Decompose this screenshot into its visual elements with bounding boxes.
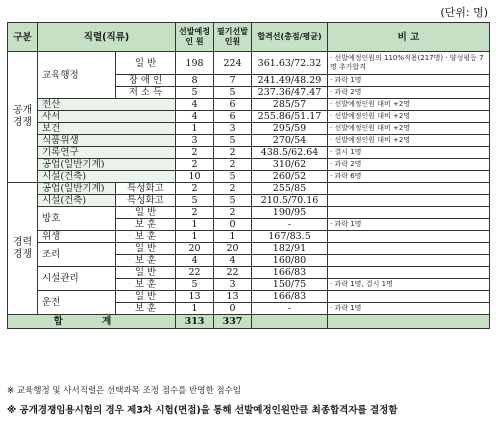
exam-cell: 22 xyxy=(214,267,252,279)
exam-cell: 13 xyxy=(214,291,252,303)
note-cell: · 과락 2명 xyxy=(328,87,490,99)
cut-cell: 255.86/51.17 xyxy=(252,111,328,123)
job-cell: 조리 xyxy=(38,243,116,267)
cut-cell: 310/62 xyxy=(252,159,328,171)
cut-cell: 270/54 xyxy=(252,135,328,147)
exam-cell: 4 xyxy=(214,255,252,267)
job-cell: 방호 xyxy=(38,207,116,231)
sub-cell: 일 반 xyxy=(116,243,176,255)
sub-cell: 보 훈 xyxy=(116,255,176,267)
job-cell: 공업(일반기계) xyxy=(38,159,176,171)
cut-cell: 166/83 xyxy=(252,267,328,279)
note-cell: · 과락 1명, 결시 1명 xyxy=(328,279,490,291)
job-cell: 시설관리 xyxy=(38,267,116,291)
cut-cell: 150/75 xyxy=(252,279,328,291)
exam-cell: 3 xyxy=(214,123,252,135)
total-row xyxy=(8,315,490,329)
job-cell: 시설(건축) xyxy=(38,195,116,207)
note-cell xyxy=(328,231,490,243)
note-cell xyxy=(328,207,490,219)
sel-cell: 4 xyxy=(176,255,214,267)
job-cell: 운전 xyxy=(38,291,116,315)
exam-cell: 2 xyxy=(214,207,252,219)
table-row xyxy=(8,183,490,195)
sub-cell: 일 반 xyxy=(116,207,176,219)
cut-cell: 285/57 xyxy=(252,99,328,111)
note-cell: · 과락 1명 xyxy=(328,219,490,231)
exam-cell: 2 xyxy=(214,159,252,171)
table-row xyxy=(8,231,490,243)
exam-cell: 2 xyxy=(214,183,252,195)
sel-cell: 20 xyxy=(176,243,214,255)
sub-cell: 특성화고 xyxy=(116,183,176,195)
group-open: 공개경쟁 xyxy=(8,52,38,183)
cut-cell: 182/91 xyxy=(252,243,328,255)
exam-cell: 6 xyxy=(214,111,252,123)
total-exam: 337 xyxy=(214,315,252,329)
exam-cell: 2 xyxy=(214,147,252,159)
cut-cell: 260/52 xyxy=(252,171,328,183)
header-row xyxy=(8,23,490,52)
cut-cell: 237.36/47.47 xyxy=(252,87,328,99)
cut-cell: 190/95 xyxy=(252,207,328,219)
note-cell: · 과락 1명 xyxy=(328,303,490,315)
total-cutoff-empty xyxy=(252,315,328,329)
cut-cell: 295/59 xyxy=(252,123,328,135)
note-cell xyxy=(328,291,490,303)
sel-cell: 2 xyxy=(176,207,214,219)
sel-cell: 4 xyxy=(176,111,214,123)
cut-cell: 241.49/48.29 xyxy=(252,75,328,87)
exam-cell: 0 xyxy=(214,303,252,315)
sel-cell: 8 xyxy=(176,75,214,87)
cut-cell: - xyxy=(252,303,328,315)
note-cell xyxy=(328,195,490,207)
table-row xyxy=(8,207,490,219)
exam-cell: 5 xyxy=(214,171,252,183)
note-cell: · 선발예정인원 대비 +2명 xyxy=(328,111,490,123)
exam-cell: 5 xyxy=(214,87,252,99)
note-cell xyxy=(328,255,490,267)
table-row xyxy=(8,243,490,255)
cut-cell: 210.5/70.16 xyxy=(252,195,328,207)
cut-cell: 167/83.5 xyxy=(252,231,328,243)
table-row xyxy=(8,291,490,303)
cut-cell: - xyxy=(252,219,328,231)
exam-cell: 3 xyxy=(214,279,252,291)
footnote-score-adjust: ※ 교육행정 및 사서직렬은 선택과목 조정 점수를 반영한 점수임 xyxy=(7,386,242,396)
exam-cell: 0 xyxy=(214,219,252,231)
sel-cell: 4 xyxy=(176,99,214,111)
note-cell: · 선발예정인원 대비 +2명 xyxy=(328,135,490,147)
sub-cell: 보 훈 xyxy=(116,231,176,243)
total-label: 합 계 xyxy=(8,315,176,329)
sel-cell: 2 xyxy=(176,159,214,171)
exam-cell: 20 xyxy=(214,243,252,255)
job-cell: 식품위생 xyxy=(38,135,176,147)
exam-cell: 7 xyxy=(214,75,252,87)
exam-cell: 6 xyxy=(214,99,252,111)
footnote-final-selection: ※ 공개경쟁임용시험의 경우 제3차 시험(면접)을 통해 선발예정인원만큼 최종합격자를 결정함 xyxy=(7,405,398,416)
exam-cell: 224 xyxy=(214,52,252,75)
sel-cell: 10 xyxy=(176,171,214,183)
header-job: 직렬(직류) xyxy=(38,23,176,52)
note-cell: · 선발예정인원 대비 +2명 xyxy=(328,99,490,111)
note-cell: · 선발예정인원 대비 +2명 xyxy=(328,123,490,135)
sel-cell: 22 xyxy=(176,267,214,279)
sel-cell: 2 xyxy=(176,147,214,159)
sub-cell: 특성화고 xyxy=(116,195,176,207)
sub-cell: 일 반 xyxy=(116,52,176,75)
header-remarks: 비 고 xyxy=(328,23,490,52)
note-cell: · 과락 2명 xyxy=(328,159,490,171)
sub-cell: 일 반 xyxy=(116,267,176,279)
job-cell: 공업(일반기계) xyxy=(38,183,116,195)
job-cell: 전산 xyxy=(38,99,176,111)
table-row xyxy=(8,123,490,135)
cut-cell: 438.5/62.64 xyxy=(252,147,328,159)
cut-cell: 160/80 xyxy=(252,255,328,267)
sel-cell: 5 xyxy=(176,87,214,99)
job-cell: 사서 xyxy=(38,111,176,123)
sel-cell: 3 xyxy=(176,135,214,147)
total-remarks-empty xyxy=(328,315,490,329)
table-row xyxy=(8,135,490,147)
sel-cell: 2 xyxy=(176,183,214,195)
sub-cell: 일 반 xyxy=(116,291,176,303)
header-exam: 필기선발인원 xyxy=(214,23,252,52)
sub-cell: 저 소 득 xyxy=(116,87,176,99)
sub-cell: 보 훈 xyxy=(116,219,176,231)
header-category: 구분 xyxy=(8,23,38,52)
sel-cell: 13 xyxy=(176,291,214,303)
exam-cell: 5 xyxy=(214,195,252,207)
sel-cell: 5 xyxy=(176,195,214,207)
job-cell: 기록연구 xyxy=(38,147,176,159)
total-selection: 313 xyxy=(176,315,214,329)
job-cell: 보건 xyxy=(38,123,176,135)
exam-cell: 5 xyxy=(214,135,252,147)
note-cell: · 과락 1명 xyxy=(328,75,490,87)
results-table xyxy=(7,22,490,329)
cut-cell: 361.63/72.32 xyxy=(252,52,328,75)
sel-cell: 1 xyxy=(176,231,214,243)
sel-cell: 1 xyxy=(176,219,214,231)
table-row xyxy=(8,111,490,123)
sub-cell: 장 애 인 xyxy=(116,75,176,87)
sel-cell: 1 xyxy=(176,303,214,315)
table-row xyxy=(8,52,490,75)
job-cell: 위생 xyxy=(38,231,116,243)
sub-cell: 보 훈 xyxy=(116,279,176,291)
note-cell xyxy=(328,243,490,255)
exam-cell: 1 xyxy=(214,231,252,243)
cut-cell: 255/85 xyxy=(252,183,328,195)
header-cutoff: 합격선(총점/평균) xyxy=(252,23,328,52)
note-cell xyxy=(328,267,490,279)
table-row xyxy=(8,99,490,111)
sub-cell: 보 훈 xyxy=(116,303,176,315)
table-row xyxy=(8,195,490,207)
sel-cell: 198 xyxy=(176,52,214,75)
sel-cell: 1 xyxy=(176,123,214,135)
table-row xyxy=(8,267,490,279)
group-career: 경력경쟁 xyxy=(8,183,38,315)
unit-label: (단위: 명) xyxy=(440,6,488,19)
note-cell: · 결시 1명 xyxy=(328,147,490,159)
note-cell xyxy=(328,183,490,195)
table-row xyxy=(8,171,490,183)
job-cell: 시설(건축) xyxy=(38,171,176,183)
header-selection: 선발예정인 원 xyxy=(176,23,214,52)
note-cell: · 선발예정인원의 110%적용(217명) · 양성평등 7명 추가합격 xyxy=(328,52,490,75)
cut-cell: 166/83 xyxy=(252,291,328,303)
sel-cell: 5 xyxy=(176,279,214,291)
table-row xyxy=(8,159,490,171)
job-cell: 교육행정 xyxy=(38,52,116,99)
table-row xyxy=(8,147,490,159)
note-cell: · 과락 6명 xyxy=(328,171,490,183)
